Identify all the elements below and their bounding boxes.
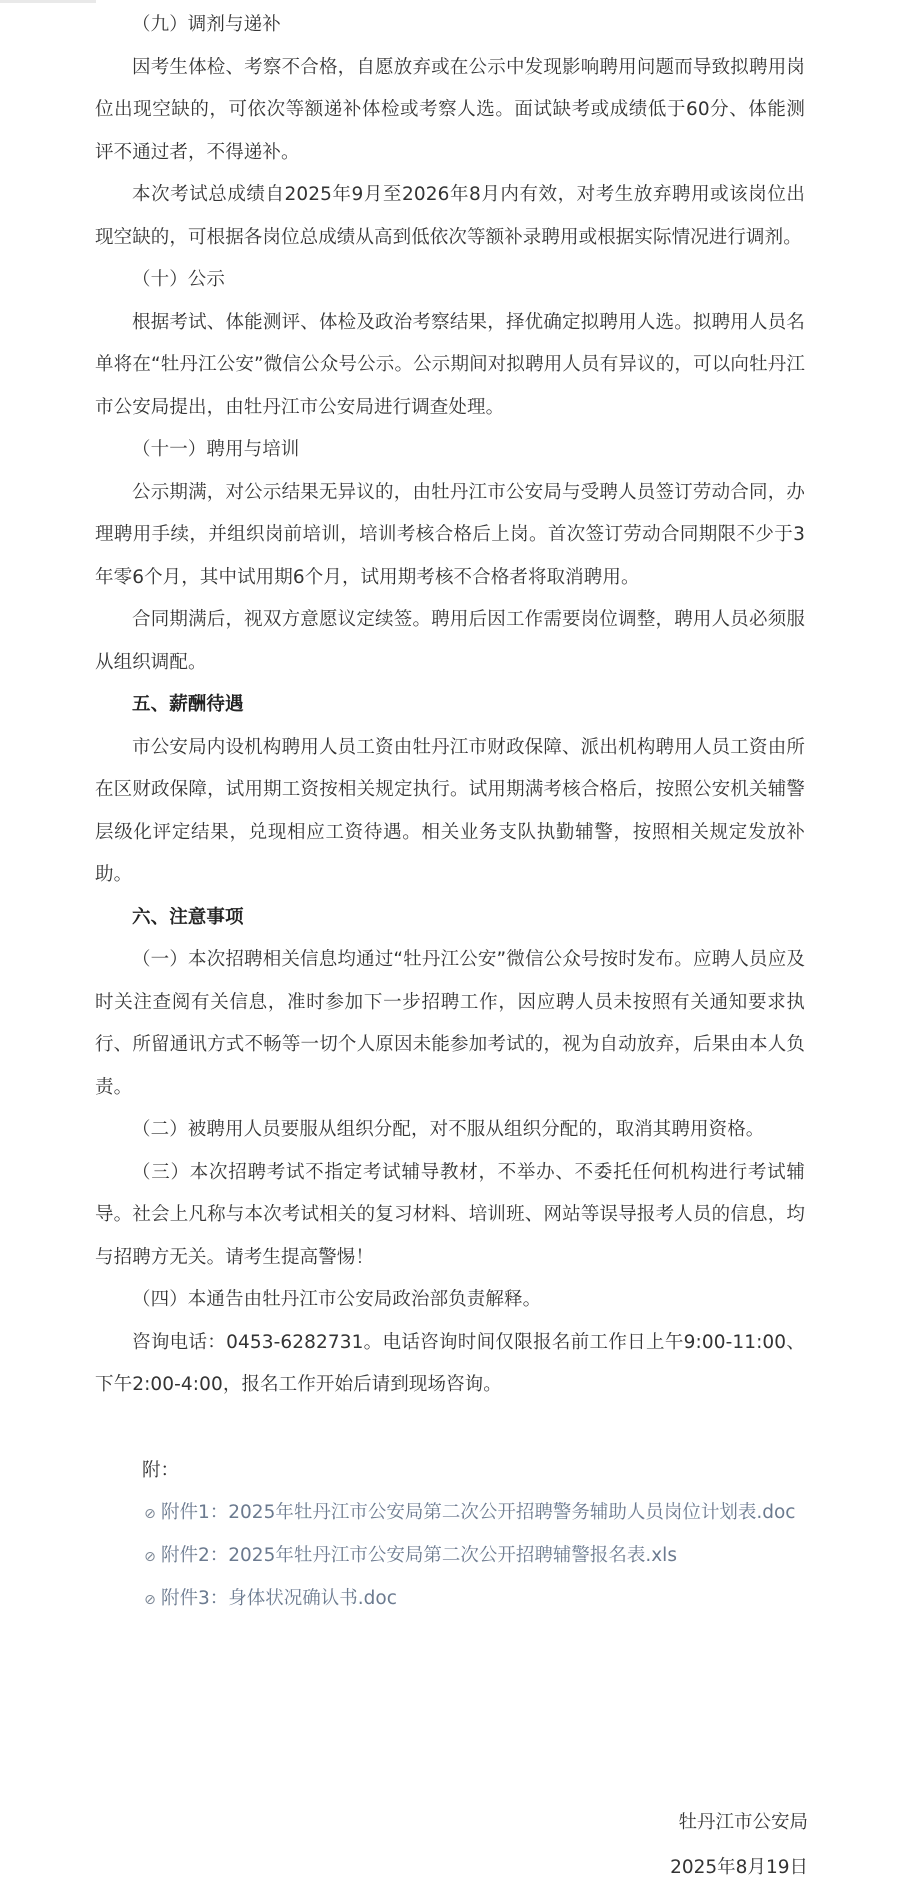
attachment-link-2[interactable] [95,1535,805,1578]
article-body [95,0,805,1621]
attachment-label: 附件3：身体状况确认书.doc [161,1588,397,1609]
paragraph: 因考生体检、考察不合格，自愿放弃或在公示中发现影响聘用问题而导致拟聘用岗位出现空缺的，可依次等额递补体检或考察人选。面试缺考或成绩低于60分、体能测评不通过者，不得递补。 [95,56,805,163]
paragraph: 本次考试总成绩自2025年9月至2026年8月内有效，对考生放弃聘用或该岗位出现空缺的，可根据各岗位总成绩从高到低依次等额补录聘用或根据实际情况进行调剂。 [95,184,805,248]
subheading-hiring-training: （十一）聘用与培训 [132,439,300,460]
paragraph: （一）本次招聘相关信息均通过“牡丹江公安”微信公众号按时发布。应聘人员应及时关注查阅有关信息，准时参加下一步招聘工作，因应聘人员未按照有关通知要求执行、所留通讯方式不畅等一切个人原因未能参加考试的，视为自动放弃，后果由本人负责。 [95,949,805,1098]
paperclip-icon: ⊘ [144,1549,156,1565]
attachment-label: 附件1：2025年牡丹江市公安局第二次公开招聘警务辅助人员岗位计划表.doc [161,1502,796,1523]
attachment-label: 附件2：2025年牡丹江市公安局第二次公开招聘辅警报名表.xls [161,1545,677,1566]
attachments-heading: 附： [142,1459,180,1481]
section-heading-salary: 五、薪酬待遇 [132,694,244,715]
attachment-link-1[interactable] [95,1492,805,1535]
subheading-adjustment: （九）调剂与递补 [132,14,281,35]
top-divider [0,0,96,3]
section-heading-notes: 六、注意事项 [132,906,244,928]
subheading-publicity: （十）公示 [132,269,226,290]
paragraph: （三）本次招聘考试不指定考试辅导教材，不举办、不委托任何机构进行考试辅导。社会上凡称与本次考试相关的复习材料、培训班、网站等误导报考人员的信息，均与招聘方无关。请考生提高警惕！ [95,1161,805,1268]
paragraph: 市公安局内设机构聘用人员工资由牡丹江市财政保障、派出机构聘用人员工资由所在区财政保障，试用期工资按相关规定执行。试用期满考核合格后，按照公安机关辅警层级化评定结果，兑现相应工资待遇。相关业务支队执勤辅警，按照相关规定发放补助。 [95,736,805,885]
contact-paragraph: 咨询电话：0453-6282731。电话咨询时间仅限报名前工作日上午9:00-11:00、下午2:00-4:00，报名工作开始后请到现场咨询。 [95,1331,805,1395]
paragraph: （二）被聘用人员要服从组织分配，对不服从组织分配的，取消其聘用资格。 [132,1119,765,1140]
paperclip-icon: ⊘ [144,1506,156,1522]
paragraph: 公示期满，对公示结果无异议的，由牡丹江市公安局与受聘人员签订劳动合同，办理聘用手续，并组织岗前培训，培训考核合格后上岗。首次签订劳动合同期限不少于3年零6个月，其中试用期6个月，试用期考核不合格者将取消聘用。 [95,481,805,588]
issue-date: 2025年8月19日 [670,1857,808,1878]
spacer [95,1407,805,1450]
paragraph: 根据考试、体能测评、体检及政治考察结果，择优确定拟聘用人选。拟聘用人员名单将在“牡丹江公安”微信公众号公示。公示期间对拟聘用人员有异议的，可以向牡丹江市公安局提出，由牡丹江市公安局进行调查处理。 [95,311,805,418]
paperclip-icon: ⊘ [144,1592,156,1608]
attachment-link-3[interactable] [95,1578,805,1621]
paragraph: （四）本通告由牡丹江市公安局政治部负责解释。 [132,1289,542,1310]
paragraph: 合同期满后，视双方意愿议定续签。聘用后因工作需要岗位调整，聘用人员必须服从组织调配。 [95,609,805,673]
issuing-organization: 牡丹江市公安局 [678,1812,808,1833]
